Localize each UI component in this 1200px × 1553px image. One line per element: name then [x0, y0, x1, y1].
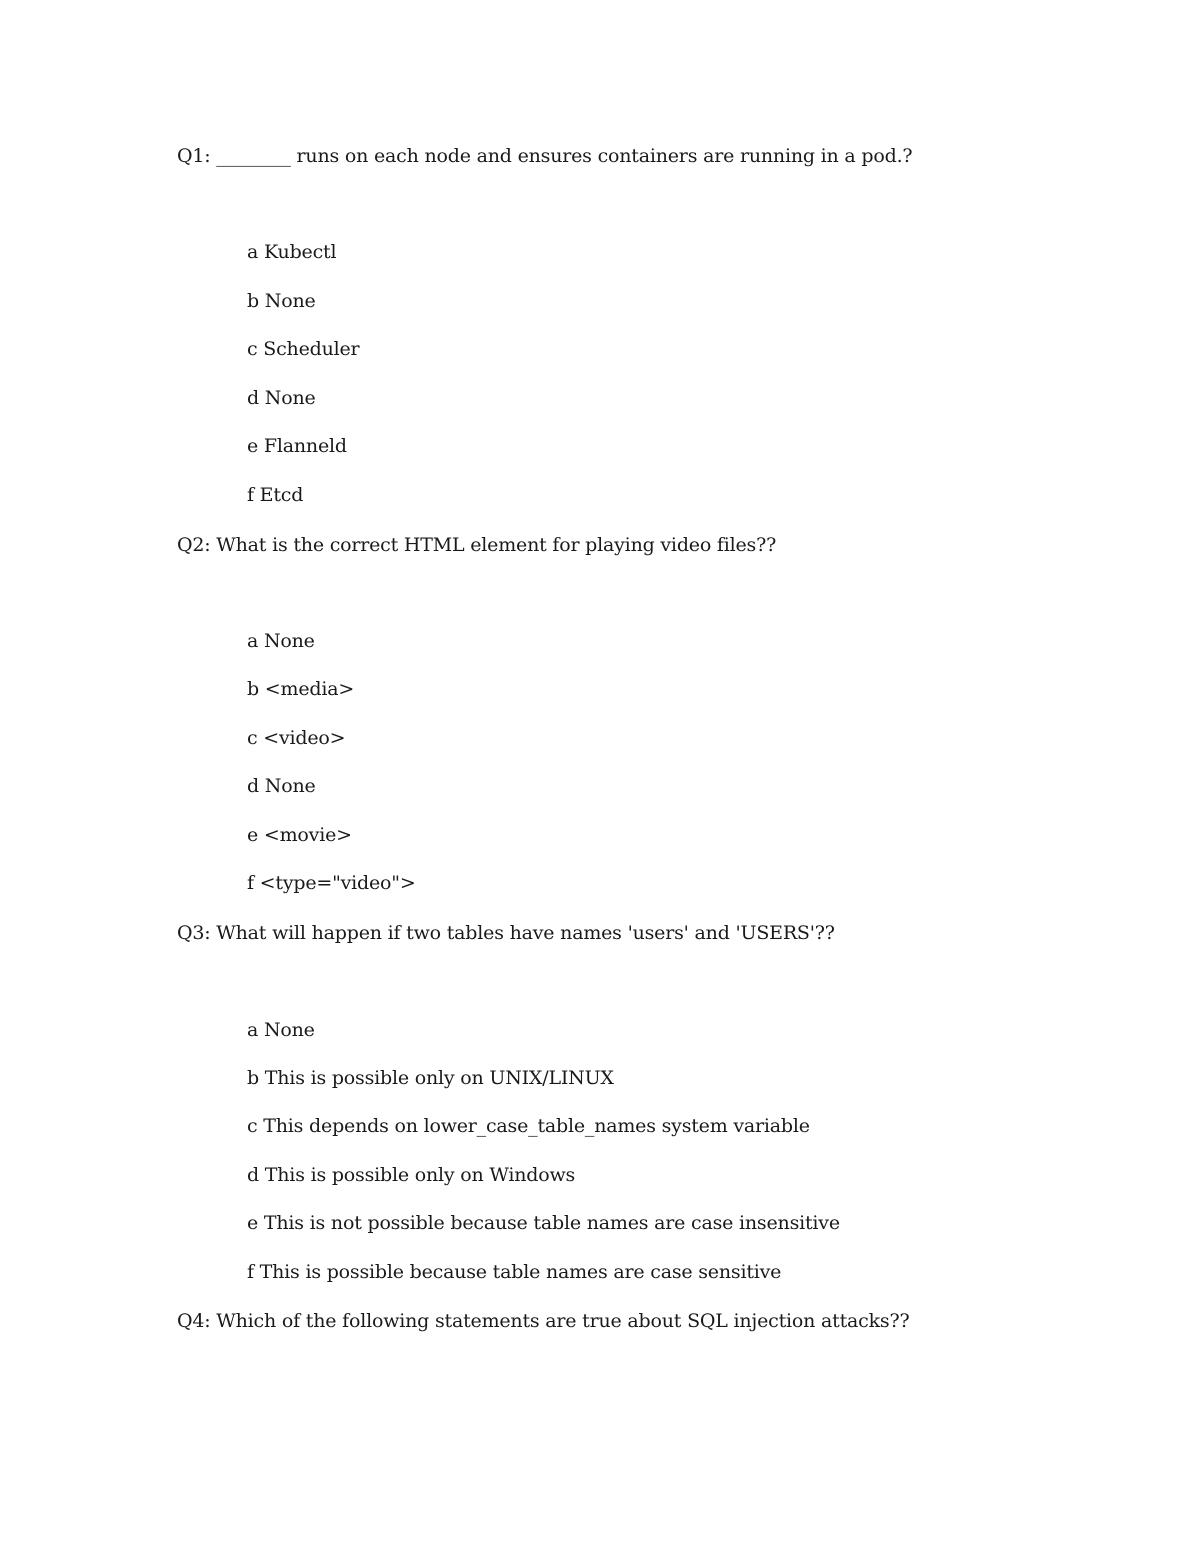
question-1-option-d: d None [247, 387, 316, 409]
question-3-option-c: c This depends on lower_case_table_names system variable [247, 1115, 810, 1137]
question-3-option-f: f This is possible because table names are case sensitive [247, 1261, 782, 1283]
question-3-option-a: a None [247, 1019, 315, 1041]
question-2: Q2: What is the correct HTML element for playing video files?? [177, 534, 777, 556]
question-1-option-f: f Etcd [247, 484, 304, 506]
question-1-option-c: c Scheduler [247, 338, 360, 360]
question-1-option-a: a Kubectl [247, 241, 337, 263]
question-2-option-a: a None [247, 630, 315, 652]
question-2-option-f: f <type="video"> [247, 872, 416, 894]
question-3-option-d: d This is possible only on Windows [247, 1164, 576, 1186]
question-1-option-e: e Flanneld [247, 435, 347, 457]
question-1: Q1: ________ runs on each node and ensures containers are running in a pod.? [177, 145, 913, 167]
question-2-option-d: d None [247, 775, 316, 797]
question-1-option-b: b None [247, 290, 316, 312]
question-2-option-c: c <video> [247, 727, 346, 749]
question-2-option-e: e <movie> [247, 824, 352, 846]
question-3: Q3: What will happen if two tables have names 'users' and 'USERS'?? [177, 922, 835, 944]
question-2-option-b: b <media> [247, 678, 355, 700]
question-4: Q4: Which of the following statements are true about SQL injection attacks?? [177, 1310, 910, 1332]
question-3-option-b: b This is possible only on UNIX/LINUX [247, 1067, 614, 1089]
question-3-option-e: e This is not possible because table names are case insensitive [247, 1212, 840, 1234]
